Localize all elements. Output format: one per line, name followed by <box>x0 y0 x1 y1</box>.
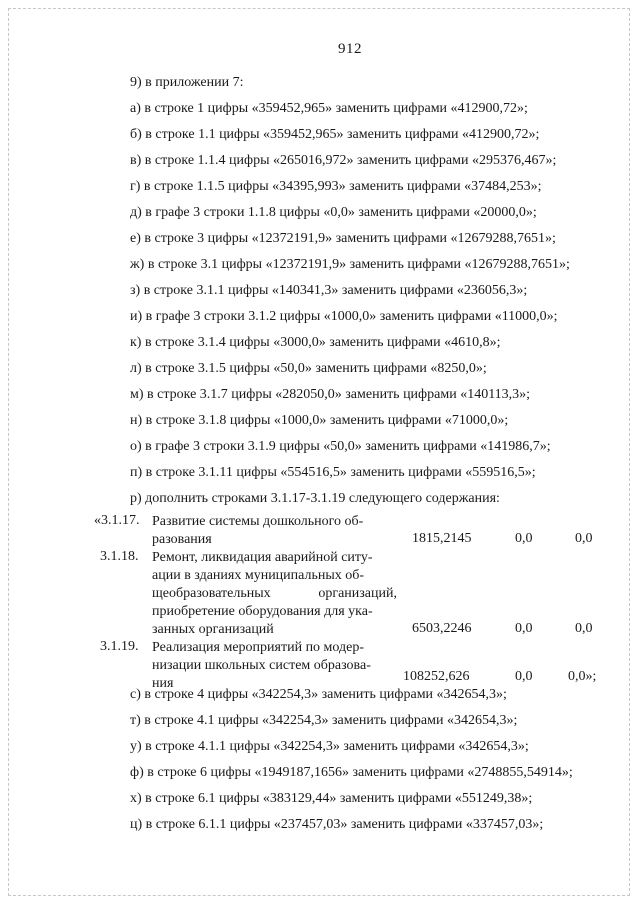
table-value-2: 0,0 <box>515 669 533 684</box>
amendment-item: т) в строке 4.1 цифры «342254,3» заменить цифрами «342654,3»; <box>130 713 518 728</box>
amendment-item: г) в строке 1.1.5 цифры «34395,993» заменить цифрами «37484,253»; <box>130 179 542 194</box>
amendment-item: л) в строке 3.1.5 цифры «50,0» заменить цифрами «8250,0»; <box>130 361 487 376</box>
table-value-3: 0,0 <box>575 531 593 546</box>
table-value-2: 0,0 <box>515 531 533 546</box>
amendment-item: ж) в строке 3.1 цифры «12372191,9» заменить цифрами «12679288,7651»; <box>130 257 570 272</box>
amendment-item: р) дополнить строками 3.1.17-3.1.19 следующего содержания: <box>130 491 500 506</box>
table-value-2: 0,0 <box>515 621 533 636</box>
table-value-3: 0,0 <box>575 621 593 636</box>
description-line: разования <box>152 532 212 547</box>
amendment-item: н) в строке 3.1.8 цифры «1000,0» заменить цифрами «71000,0»; <box>130 413 509 428</box>
description-word: щеобразовательных <box>152 586 271 601</box>
table-row-number: 3.1.18. <box>100 549 139 564</box>
amendment-item: у) в строке 4.1.1 цифры «342254,3» заменить цифрами «342654,3»; <box>130 739 529 754</box>
amendment-item: в) в строке 1.1.4 цифры «265016,972» заменить цифрами «295376,467»; <box>130 153 557 168</box>
description-line: Реализация мероприятий по модер- <box>152 640 365 655</box>
amendment-item: д) в графе 3 строки 1.1.8 цифры «0,0» заменить цифрами «20000,0»; <box>130 205 537 220</box>
description-line: занных организаций <box>152 622 274 637</box>
table-value-3: 0,0»; <box>568 669 597 684</box>
amendment-item: к) в строке 3.1.4 цифры «3000,0» заменить цифрами «4610,8»; <box>130 335 501 350</box>
description-line: Ремонт, ликвидация аварийной ситу- <box>152 550 373 565</box>
amendment-item: б) в строке 1.1 цифры «359452,965» заменить цифрами «412900,72»; <box>130 127 540 142</box>
amendment-item: м) в строке 3.1.7 цифры «282050,0» заменить цифрами «140113,3»; <box>130 387 531 402</box>
amendment-item: с) в строке 4 цифры «342254,3» заменить цифрами «342654,3»; <box>130 687 507 702</box>
table-row-number: «3.1.17. <box>94 513 140 528</box>
table-row-description <box>152 513 397 549</box>
amendment-item: з) в строке 3.1.1 цифры «140341,3» заменить цифрами «236056,3»; <box>130 283 528 298</box>
description-word: организаций, <box>318 586 397 601</box>
description-line: ния <box>152 676 174 691</box>
table-value-1: 1815,2145 <box>412 531 472 546</box>
description-line-justified <box>152 585 397 603</box>
table-row-description <box>152 639 397 693</box>
description-line: Развитие системы дошкольного об- <box>152 514 364 529</box>
table-value-1: 6503,2246 <box>412 621 472 636</box>
description-line: приобретение оборудования для ука- <box>152 604 373 619</box>
table-row-number: 3.1.19. <box>100 639 139 654</box>
amendment-item: е) в строке 3 цифры «12372191,9» заменить цифрами «12679288,7651»; <box>130 231 556 246</box>
description-line: низации школьных систем образова- <box>152 658 371 673</box>
table-value-1: 108252,626 <box>403 669 470 684</box>
intro-line: 9) в приложении 7: <box>130 75 244 90</box>
description-line: ации в зданиях муниципальных об- <box>152 568 365 583</box>
page-number: 912 <box>338 41 362 57</box>
amendment-item: а) в строке 1 цифры «359452,965» заменить цифрами «412900,72»; <box>130 101 528 116</box>
table-row-description <box>152 549 397 639</box>
amendment-item: о) в графе 3 строки 3.1.9 цифры «50,0» заменить цифрами «141986,7»; <box>130 439 551 454</box>
amendment-item: х) в строке 6.1 цифры «383129,44» заменить цифрами «551249,38»; <box>130 791 533 806</box>
amendment-item: ц) в строке 6.1.1 цифры «237457,03» заменить цифрами «337457,03»; <box>130 817 544 832</box>
amendment-item: п) в строке 3.1.11 цифры «554516,5» заменить цифрами «559516,5»; <box>130 465 536 480</box>
amendment-item: ф) в строке 6 цифры «1949187,1656» заменить цифрами «2748855,54914»; <box>130 765 573 780</box>
amendment-item: и) в графе 3 строки 3.1.2 цифры «1000,0» заменить цифрами «11000,0»; <box>130 309 558 324</box>
